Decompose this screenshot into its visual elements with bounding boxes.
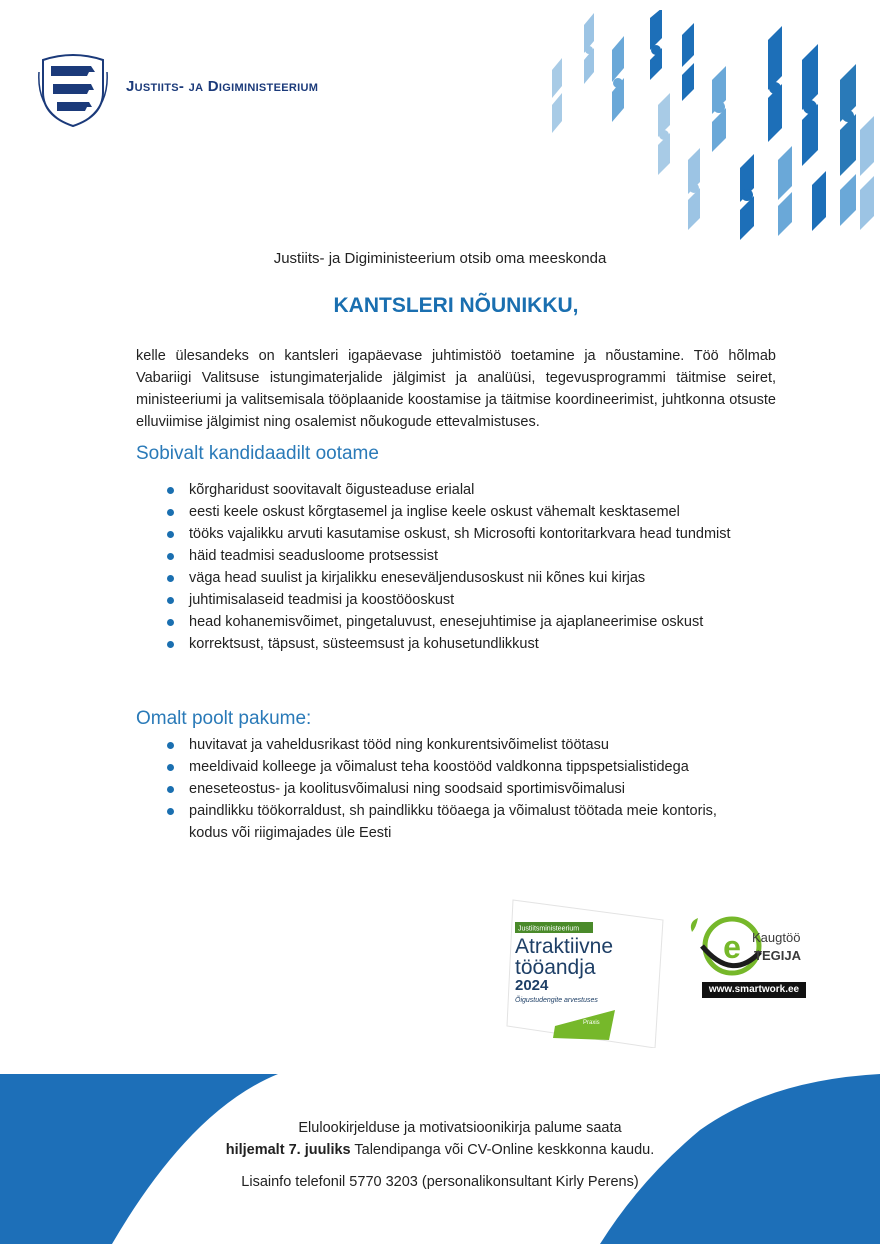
smartwork-link: www.smartwork.ee — [702, 982, 806, 998]
bullet-icon — [167, 575, 174, 582]
bullet-icon — [167, 553, 174, 560]
remote-line2: TEGIJA — [754, 948, 801, 963]
remote-line1: Kaugtöö — [752, 930, 801, 945]
bullet-icon — [167, 641, 174, 648]
badge-line2: tööandja — [515, 956, 596, 979]
list-item: meeldivaid kolleege ja võimalust teha koostööd valdkonna tippspetsialistidega — [136, 756, 726, 778]
offer-list — [136, 734, 726, 844]
list-item: eneseteostus- ja koolitusvõimalusi ning soodsaid sportimisvõimalusi — [136, 778, 726, 800]
list-item: huvitavat ja vaheldusrikast tööd ning konkurentsivõimelist töötasu — [136, 734, 726, 756]
footer-line1: Elulookirjelduse ja motivatsioonikirja palume saata — [298, 1120, 622, 1136]
offer-heading: Omalt poolt pakume: — [136, 708, 312, 729]
estonian-coat-of-arms-icon — [37, 52, 109, 128]
lead-paragraph: kelle ülesandeks on kantsleri igapäevase juhtimistöö toetamine ja nõustamine. Töö hõlmab Vabariigi Valitsuse istungimaterjalide jälgimist ja analüüsi, tegevusprogrammi täitmise seiret, ministeeriumi ja valitsemisala tööplaanide koostamise ja täitmise koordineerimist, juhtkonna otsuste elluviimise jälgimist ning osalemist nõukogude ettevalmistuses. — [136, 348, 776, 430]
list-item: juhtimisalaseid teadmisi ja koostööoskust — [136, 589, 776, 611]
bullet-icon — [167, 764, 174, 771]
badge-tag: Justiitsministeerium — [518, 925, 580, 933]
bullet-icon — [167, 509, 174, 516]
list-item: kõrgharidust soovitavalt õigusteaduse erialal — [136, 479, 776, 501]
badge-line1: Atraktiivne — [515, 935, 614, 958]
e-icon: e — [723, 929, 741, 965]
pattern-column — [552, 58, 562, 133]
list-item: paindlikku töökorraldust, sh paindlikku tööaega ja võimalust töötada meie kontoris, kodus või riigimajades üle Eesti — [136, 800, 726, 844]
requirements-list — [136, 479, 776, 655]
list-item: head kohanemisvõimet, pingetaluvust, enesejuhtimise ja ajaplaneerimise oskust — [136, 611, 776, 633]
bullet-icon — [167, 786, 174, 793]
footer-contact: Lisainfo telefonil 5770 3203 (personalikonsultant Kirly Perens) — [241, 1174, 639, 1190]
org-name: Justiits- ja Digiministeerium — [126, 78, 319, 95]
list-item: väga head suulist ja kirjalikku eneseväljendusoskust nii kõnes kui kirjas — [136, 567, 776, 589]
intro-text: Justiits- ja Digiministeerium otsib oma meeskonda — [273, 250, 607, 267]
list-item: korrektsust, täpsust, süsteemsust ja kohusetundlikkust — [136, 633, 776, 655]
requirements-heading: Sobivalt kandidaadilt ootame — [136, 443, 379, 464]
bullet-icon — [167, 808, 174, 815]
footer-line2: hiljemalt 7. juuliks Talendipanga või CV-Online keskkonna kaudu. — [225, 1142, 655, 1158]
bullet-icon — [167, 487, 174, 494]
bullet-icon — [167, 619, 174, 626]
deadline: hiljemalt 7. juuliks — [225, 1142, 351, 1158]
badge-sub: Õigustudengite arvestuses — [515, 997, 598, 1004]
page-title: KANTSLERI NÕUNIKKU, — [333, 294, 579, 317]
list-item: häid teadmisi seadusloome protsessist — [136, 545, 776, 567]
badge-year: 2024 — [515, 977, 549, 994]
list-item: eesti keele oskust kõrgtasemel ja inglise keele oskust vähemalt kesktasemel — [136, 501, 776, 523]
leaf-icon — [691, 918, 698, 932]
badge-brand: Praxis — [583, 1020, 600, 1026]
attractive-employer-badge — [505, 898, 665, 1048]
decorative-pattern — [540, 10, 880, 245]
bullet-icon — [167, 531, 174, 538]
list-item: tööks vajalikku arvuti kasutamise oskust, sh Microsofti kontoritarkvara head tundmist — [136, 523, 776, 545]
bullet-icon — [167, 597, 174, 604]
bullet-icon — [167, 742, 174, 749]
